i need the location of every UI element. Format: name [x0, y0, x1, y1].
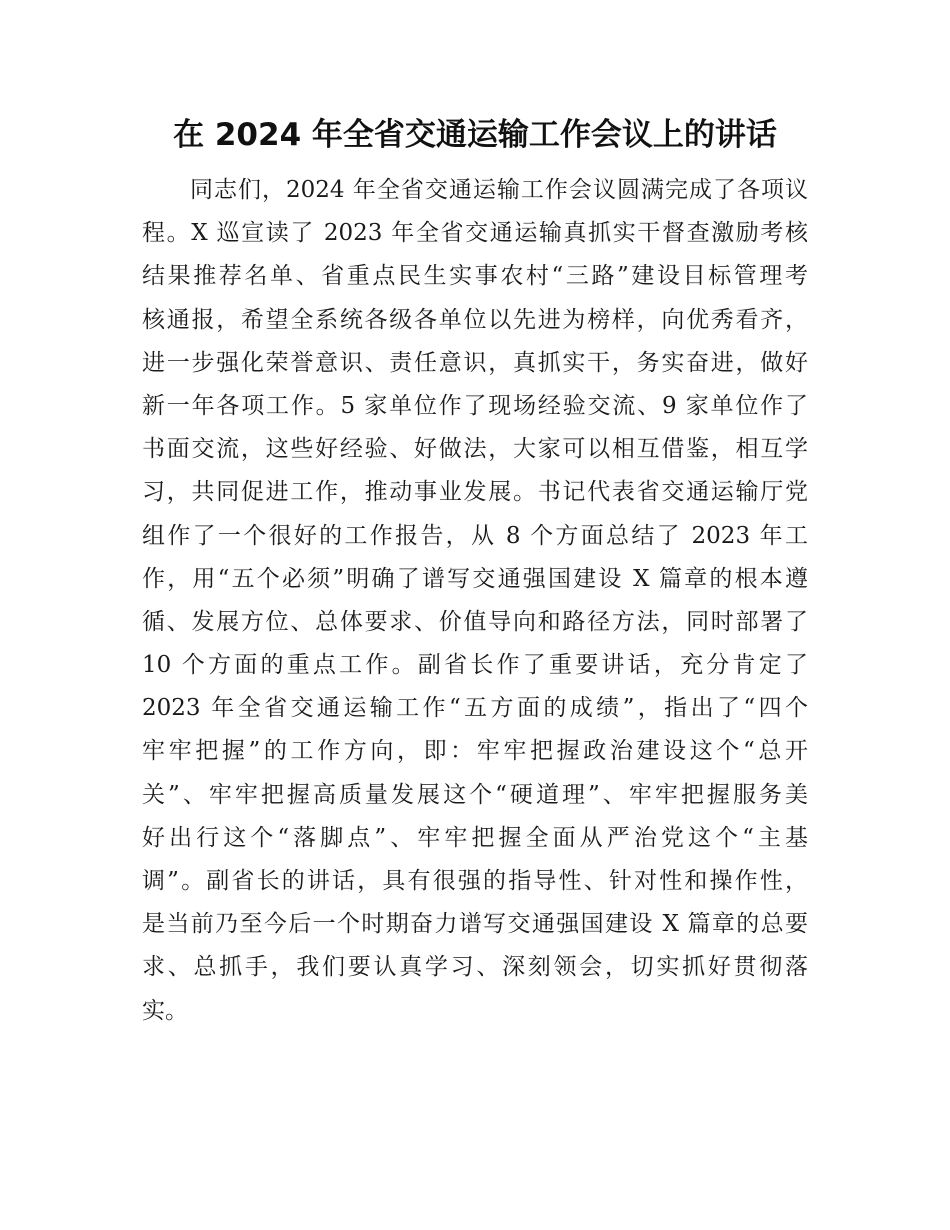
body-line: 2023 年全省交通运输工作“五方面的成绩”，指出了“四个: [142, 695, 808, 722]
body-line: 10 个方面的重点工作。副省长作了重要讲话，充分肯定了: [142, 652, 808, 679]
document-body: [142, 169, 808, 1033]
body-line: 求、总抓手，我们要认真学习、深刻领会，切实抓好贯彻落: [142, 954, 808, 981]
body-line: 习，共同促进工作，推动事业发展。书记代表省交通运输厅党: [142, 479, 808, 506]
body-line: 调”。副省长的讲话，具有很强的指导性、针对性和操作性，: [142, 868, 808, 894]
body-line: 作，用“五个必须”明确了谱写交通强国建设 X 篇章的根本遵: [142, 565, 808, 592]
body-line: 结果推荐名单、省重点民生实事农村“三路”建设目标管理考: [142, 263, 808, 290]
body-line: 关”、牢牢把握高质量发展这个“硬道理”、牢牢把握服务美: [142, 781, 808, 808]
body-line: 核通报，希望全系统各级各单位以先进为榜样，向优秀看齐，: [142, 306, 808, 333]
body-line: 进一步强化荣誉意识、责任意识，真抓实干，务实奋进，做好: [142, 349, 808, 376]
body-line: 实。: [142, 997, 188, 1024]
body-line: 程。X 巡宣读了 2023 年全省交通运输真抓实干督查激励考核: [142, 220, 808, 247]
body-line: 好出行这个“落脚点”、牢牢把握全面从严治党这个“主基: [142, 824, 808, 851]
document-title: 在 2024 年全省交通运输工作会议上的讲话: [173, 117, 777, 153]
body-line: 循、发展方位、总体要求、价值导向和路径方法，同时部署了: [142, 608, 808, 635]
body-line: 同志们，2024 年全省交通运输工作会议圆满完成了各项议: [142, 177, 808, 203]
body-line: 书面交流，这些好经验、好做法，大家可以相互借鉴，相互学: [142, 436, 808, 463]
body-line: 牢牢把握”的工作方向，即：牢牢把握政治建设这个“总开: [142, 738, 808, 765]
body-line: 新一年各项工作。5 家单位作了现场经验交流、9 家单位作了: [142, 392, 808, 419]
body-line: 组作了一个很好的工作报告，从 8 个方面总结了 2023 年工: [142, 522, 808, 549]
body-line: 是当前乃至今后一个时期奋力谱写交通强国建设 X 篇章的总要: [142, 911, 808, 938]
